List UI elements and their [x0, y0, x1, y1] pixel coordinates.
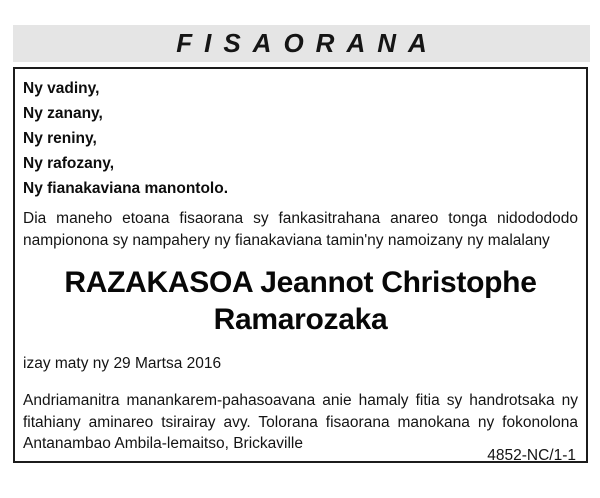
- masthead-band: [13, 25, 590, 62]
- family-line-whole-family: Ny fianakaviana manontolo.: [23, 180, 228, 197]
- deceased-name-heading: RAZAKASOA Jeannot Christophe Ramarozaka: [64, 266, 537, 336]
- death-date-line: izay maty ny 29 Martsa 2016: [23, 355, 222, 372]
- intro-paragraph: Dia maneho etoana fisaorana sy fankasitrahana anareo tonga nidodododo nampionona sy nampahery ny fianakaviana tamin'ny namoizany ny malalany: [23, 210, 578, 249]
- closing-paragraph: Andriamanitra manankarem-pahasoavana anie hamaly fitia sy handrotsaka ny fitahiany aminareo tsirairay avy. Tolorana fisaorana manokana ny fokonolona Antanambao Ambila-lemaitso, Brickaville: [23, 392, 578, 452]
- family-list: [23, 76, 578, 201]
- family-line-children: Ny zanany,: [23, 105, 103, 122]
- family-line-spouse: Ny vadiny,: [23, 80, 100, 97]
- reference-code: 4852-NC/1-1: [487, 446, 576, 464]
- family-line-inlaws: Ny rafozany,: [23, 155, 115, 172]
- notice-box: [13, 67, 588, 463]
- family-line-mother: Ny reniny,: [23, 130, 97, 147]
- masthead-title: FISAORANA: [176, 28, 439, 58]
